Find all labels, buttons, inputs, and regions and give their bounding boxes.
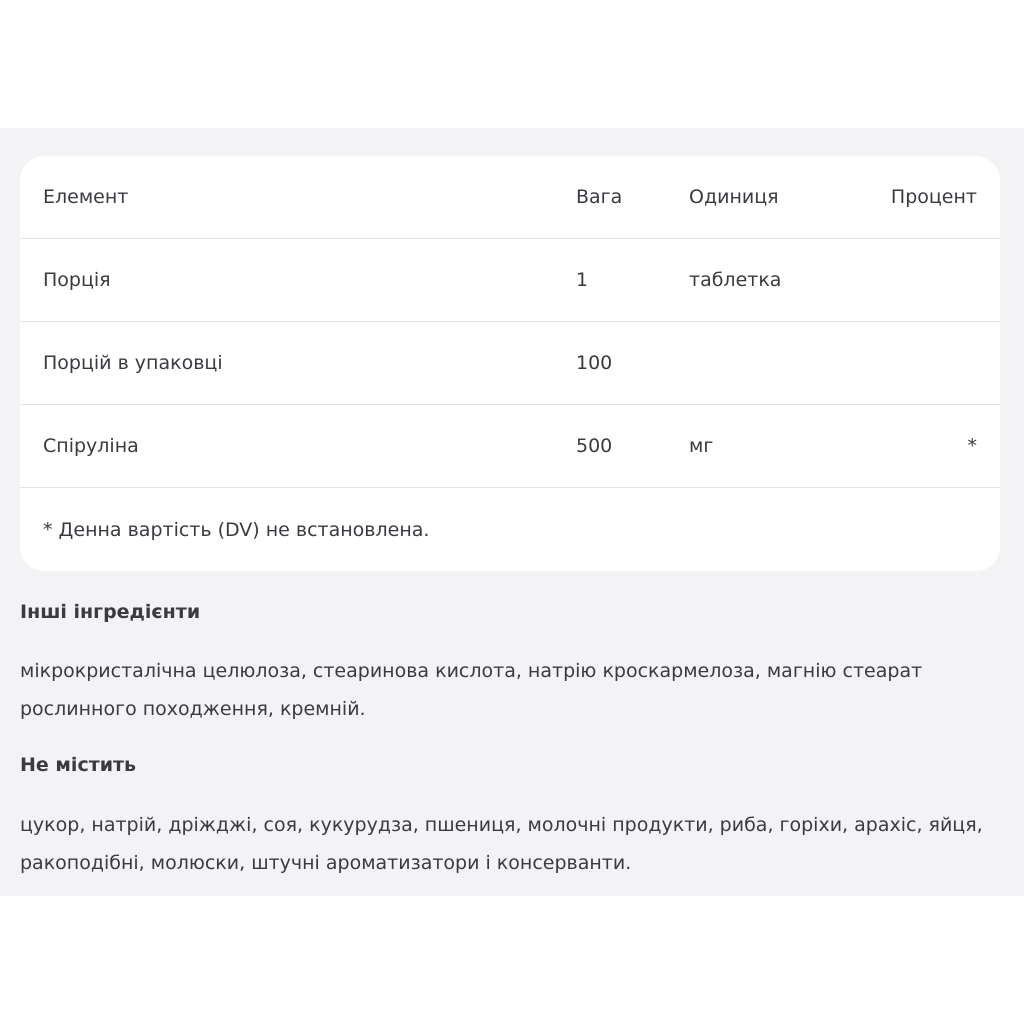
other-ingredients-heading: Інші інгредієнти [20, 601, 201, 623]
supplement-facts-panel [0, 128, 1024, 896]
column-header-percent: Процент [890, 186, 977, 208]
cell-element: Порцій в упаковці [43, 352, 223, 374]
cell-weight: 500 [576, 435, 613, 457]
daily-value-footnote: * Денна вартість (DV) не встановлена. [43, 518, 430, 541]
table-footnote-row [20, 488, 1000, 571]
cell-element: Порція [43, 269, 111, 291]
free-from-heading: Не містить [20, 754, 137, 776]
cell-weight: 1 [576, 269, 589, 291]
supplement-facts-table [20, 156, 1000, 571]
cell-element: Спіруліна [43, 435, 139, 457]
other-ingredients-text: мікрокристалічна целюлоза, стеаринова кислота, натрію кроскармелоза, магнію стеарат рослинного походження, кремній. [20, 660, 923, 720]
column-header-unit: Одиниця [689, 186, 779, 208]
cell-unit: мг [689, 435, 714, 457]
table-row [20, 405, 1000, 488]
cell-weight: 100 [576, 352, 613, 374]
column-header-weight: Вага [576, 186, 623, 208]
column-header-element: Елемент [43, 186, 129, 208]
cell-percent: * [967, 435, 977, 457]
table-row [20, 239, 1000, 322]
table-header-row [20, 156, 1000, 239]
free-from-text: цукор, натрій, дріжджі, соя, кукурудза, пшениця, молочні продукти, риба, горіхи, арахіс, яйця, ракоподібні, молюски, штучні ароматизатори і консерванти. [20, 814, 983, 874]
table-row [20, 322, 1000, 405]
cell-unit: таблетка [689, 269, 782, 291]
